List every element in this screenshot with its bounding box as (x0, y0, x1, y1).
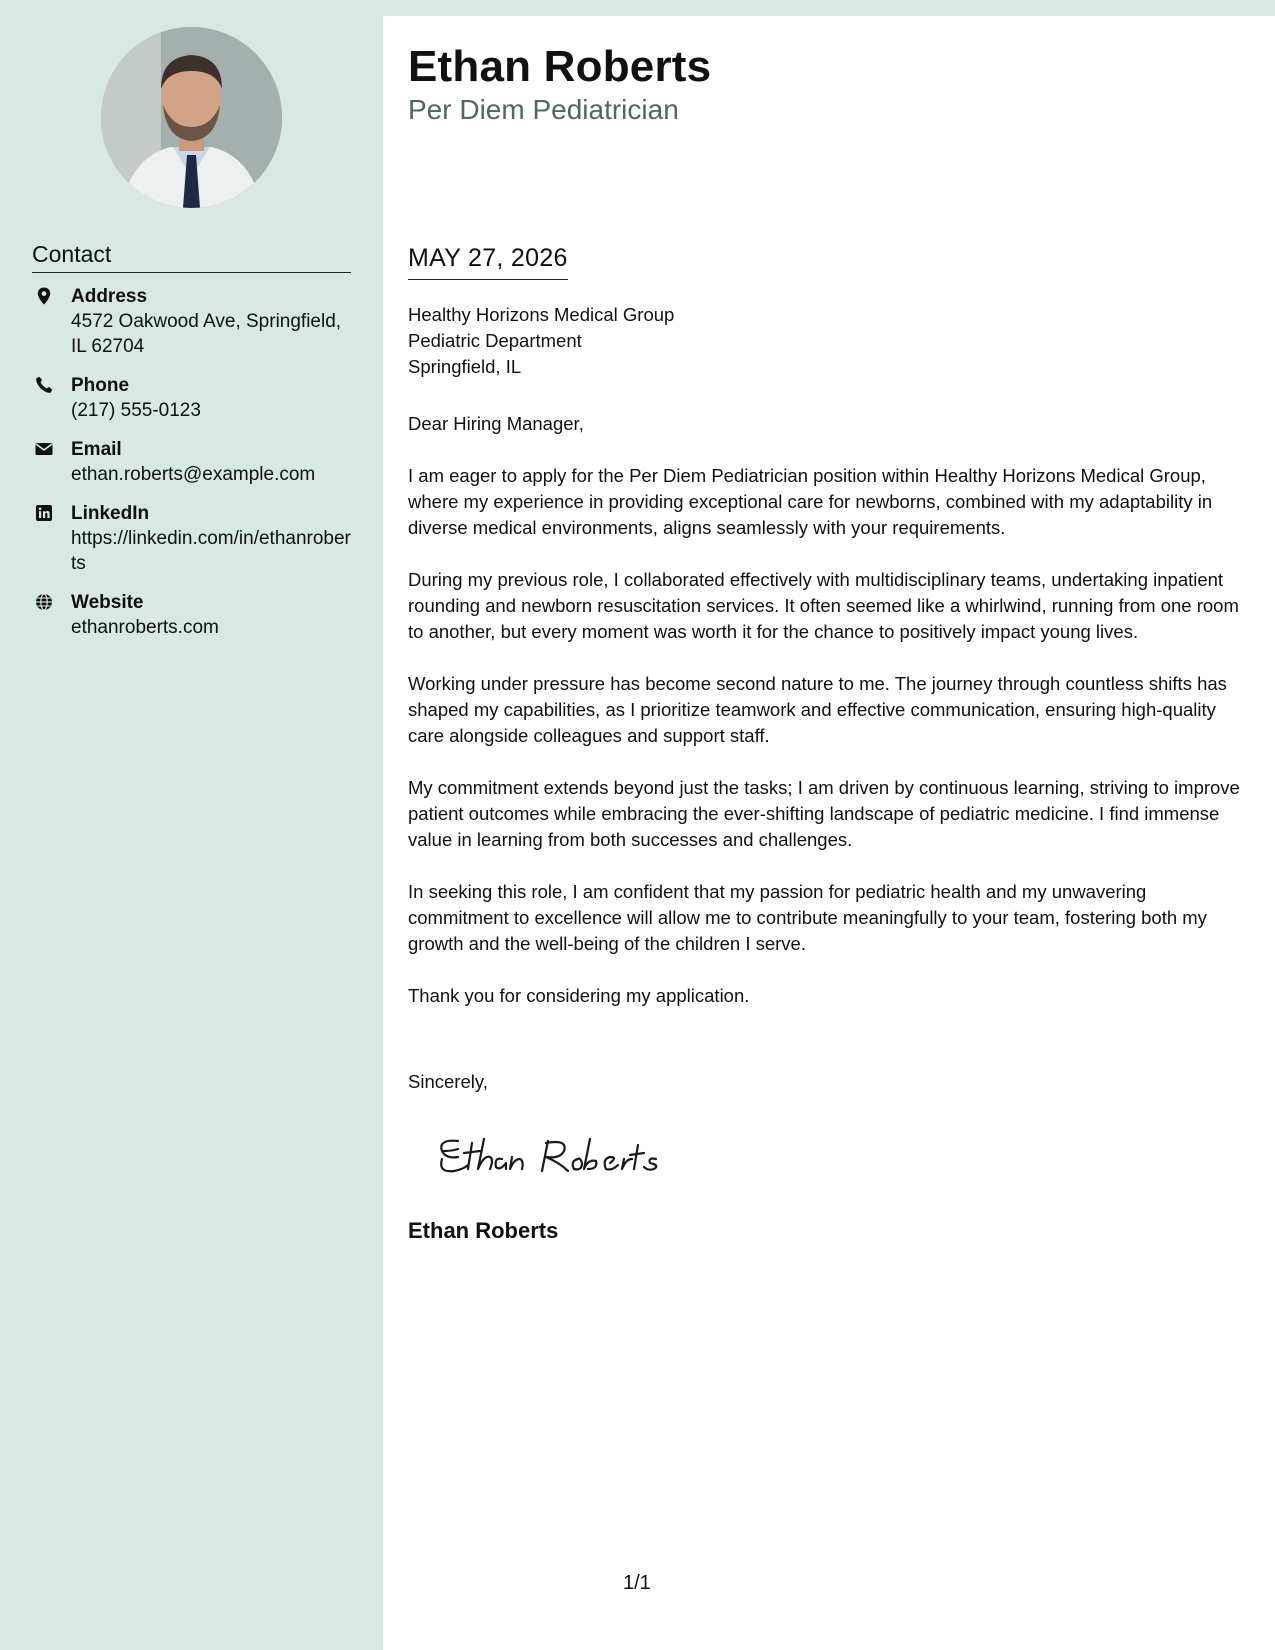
body-paragraph: I am eager to apply for the Per Diem Pediatrician position within Healthy Horizons Medical Group, where my experience in providing exceptional care for newborns, combined with my adaptability in diverse medical environments, aligns seamlessly with your requirements. (408, 465, 1213, 538)
letter-main (383, 16, 1275, 1650)
recipient-line: Springfield, IL (408, 356, 522, 377)
body-paragraph: During my previous role, I collaborated effectively with multidisciplinary teams, undertaking inpatient rounding and newborn resuscitation services. It often seemed like a whirlwind, running from one room to another, but every moment was worth it for the chance to positively impact young lives. (408, 569, 1239, 642)
contact-label: Phone (71, 375, 130, 396)
contact-label: Website (71, 592, 144, 613)
letter-body (408, 411, 1248, 1035)
job-title: Per Diem Pediatrician (408, 94, 679, 125)
contact-label: Address (71, 286, 148, 307)
website-value[interactable]: ethanroberts.com (71, 617, 219, 638)
recipient-block (408, 302, 674, 380)
avatar (101, 27, 282, 208)
linkedin-icon (34, 503, 54, 523)
signer-name: Ethan Roberts (408, 1218, 559, 1243)
contact-heading: Contact (32, 241, 351, 273)
closing: Sincerely, (408, 1071, 488, 1092)
contact-label: LinkedIn (71, 503, 150, 524)
phone-value: (217) 555-0123 (71, 400, 201, 421)
contact-label: Email (71, 439, 122, 460)
globe-icon (34, 592, 54, 612)
envelope-icon (34, 439, 54, 459)
address-value: 4572 Oakwood Ave, Springfield, IL 62704 (71, 311, 342, 357)
sidebar (0, 0, 383, 1650)
contact-website (32, 590, 352, 640)
letter-date: MAY 27, 2026 (408, 244, 568, 280)
contact-list (32, 284, 352, 654)
body-paragraph: Thank you for considering my application. (408, 985, 750, 1006)
contact-address (32, 284, 352, 359)
body-paragraph: In seeking this role, I am confident that my passion for pediatric health and my unwavering commitment to excellence will allow me to contribute meaningfully to your team, fostering both my growth and the well-being of the children I serve. (408, 881, 1207, 954)
linkedin-value[interactable]: https://linkedin.com/in/ethanroberts (71, 528, 351, 574)
contact-linkedin (32, 501, 352, 576)
recipient-line: Pediatric Department (408, 330, 582, 351)
page-number: 1/1 (623, 1572, 651, 1594)
email-value[interactable]: ethan.roberts@example.com (71, 464, 316, 485)
location-pin-icon (34, 286, 54, 306)
portrait-photo (101, 27, 282, 208)
handwritten-signature (428, 1121, 668, 1191)
contact-phone (32, 373, 352, 423)
salutation: Dear Hiring Manager, (408, 413, 584, 434)
recipient-line: Healthy Horizons Medical Group (408, 304, 675, 325)
body-paragraph: Working under pressure has become second nature to me. The journey through countless shifts has shaped my capabilities, as I prioritize teamwork and effective communication, ensuring high-quality care alongside colleagues and support staff. (408, 673, 1227, 746)
phone-icon (34, 375, 54, 395)
body-paragraph: My commitment extends beyond just the tasks; I am driven by continuous learning, striving to improve patient outcomes while embracing the ever-shifting landscape of pediatric medicine. I find immense value in learning from both successes and challenges. (408, 777, 1240, 850)
contact-email (32, 437, 352, 487)
applicant-name: Ethan Roberts (408, 42, 712, 91)
